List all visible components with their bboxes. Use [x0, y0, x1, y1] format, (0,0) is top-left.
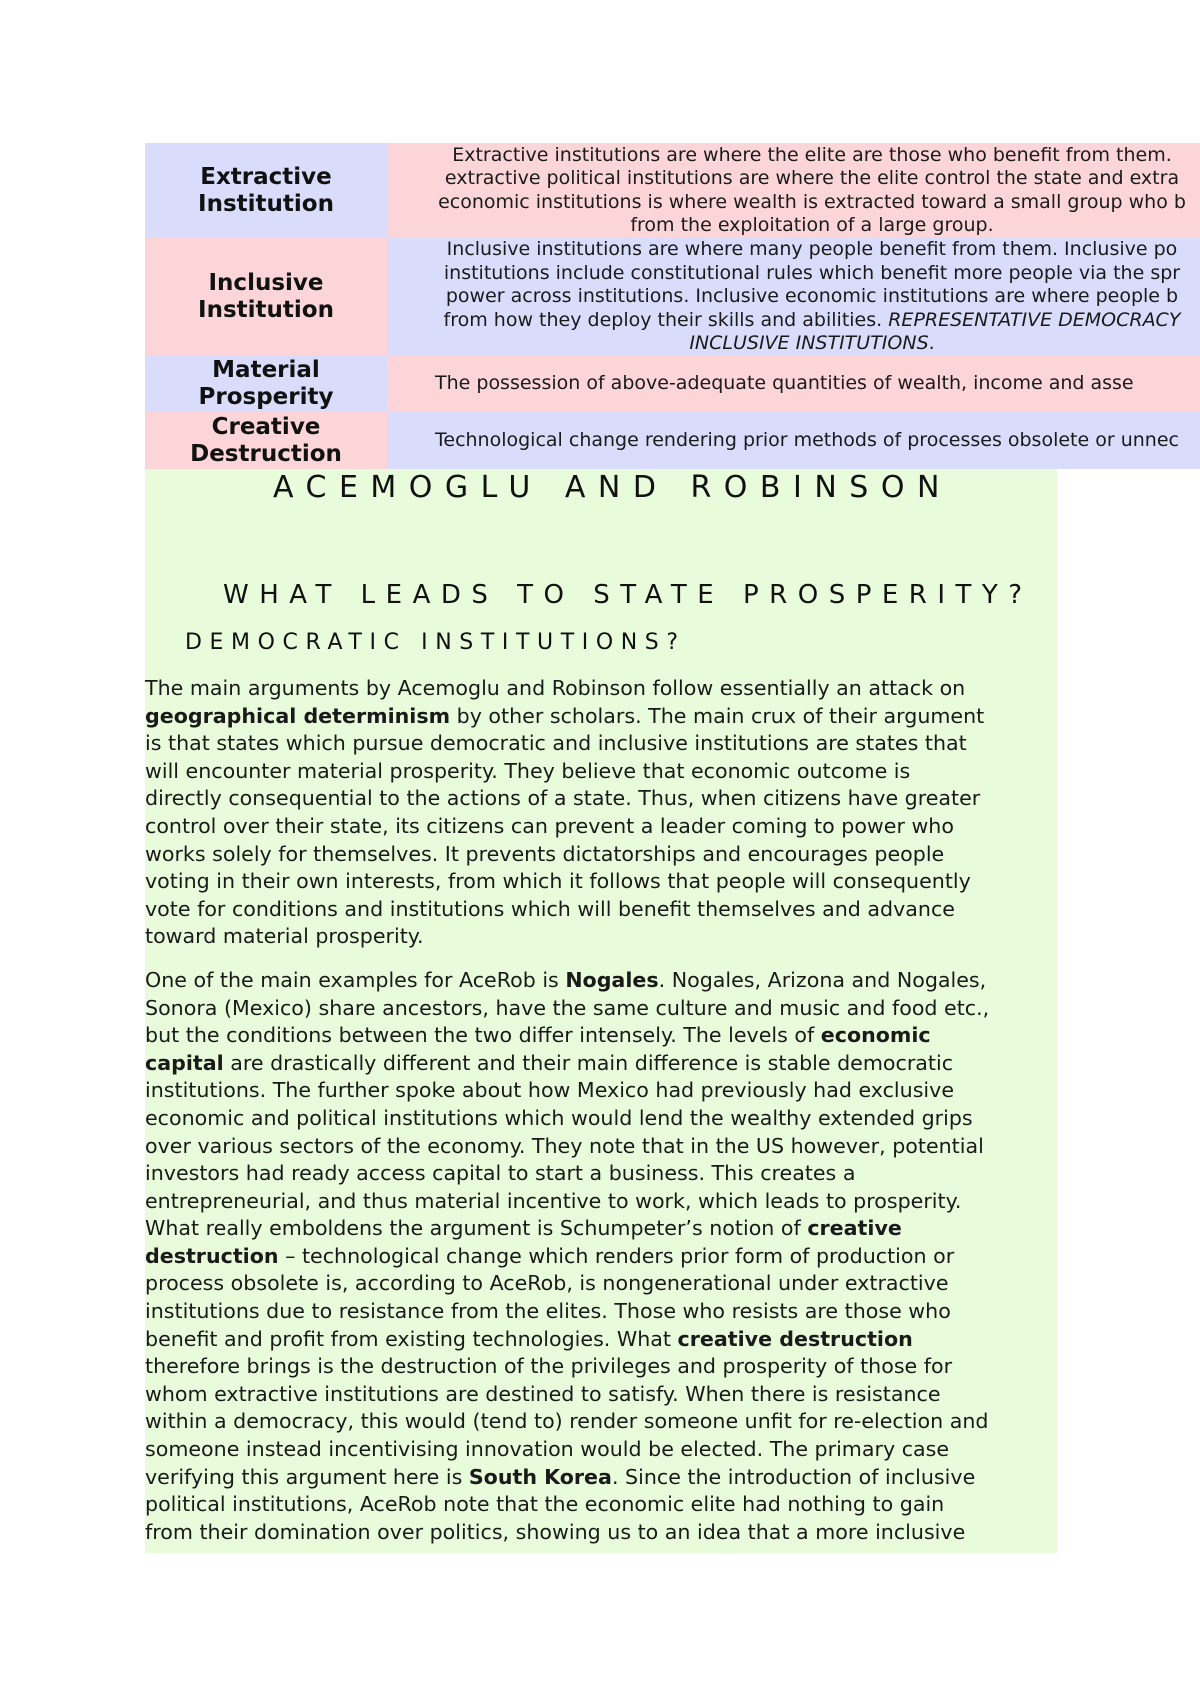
- definition-text: from how they deploy their skills and abilities.: [443, 308, 889, 331]
- text-line: over various sectors of the economy. They note that in the US however, potential: [145, 1133, 984, 1158]
- text-span: benefit and profit from existing technologies. What: [145, 1326, 678, 1351]
- bold-term: destruction: [145, 1243, 279, 1268]
- text-line: entrepreneurial, and thus material incentive to work, which leads to prosperity.: [145, 1188, 962, 1213]
- text-span: verifying this argument here is: [145, 1464, 469, 1489]
- bold-term: creative: [807, 1216, 902, 1241]
- bold-term: economic: [820, 1023, 931, 1048]
- definition-italic: REPRESENTATIVE DEMOCRACY: [888, 308, 1181, 331]
- term-line: Institution: [198, 297, 334, 323]
- paragraph-2: [145, 967, 1057, 1546]
- text-line: someone instead incentivising innovation would be elected. The primary case: [145, 1437, 950, 1462]
- text-line: control over their state, its citizens can prevent a leader coming to power who: [145, 813, 954, 838]
- text-line: works solely for themselves. It prevents dictatorships and encourages people: [145, 841, 945, 866]
- question-heading: WHAT LEADS TO STATE PROSPERITY?: [223, 580, 1033, 610]
- definition-line: The possession of above-adequate quantities of wealth, income and asse: [435, 372, 1134, 395]
- glossary-definition: [387, 412, 1200, 469]
- term-line: Material: [212, 357, 320, 383]
- text-span: but the conditions between the two differ intensely. The levels of: [145, 1023, 821, 1048]
- glossary-term: [145, 238, 387, 356]
- text-line: economic and political institutions which would lend the wealthy extended grips: [145, 1105, 973, 1130]
- text-line: process obsolete is, according to AceRob, is nongenerational under extractive: [145, 1271, 949, 1296]
- text-span: – technological change which renders prior form of production or: [278, 1243, 955, 1268]
- definition-line: Inclusive institutions are where many people benefit from them. Inclusive po: [446, 238, 1178, 261]
- term-line: Creative: [211, 413, 321, 440]
- text-line: [145, 1050, 1057, 1078]
- glossary-definition: [387, 238, 1200, 356]
- glossary-row-creative-destruction: [145, 412, 1200, 469]
- term-line: Destruction: [190, 440, 342, 467]
- glossary-table: [145, 143, 1200, 469]
- text-line: [145, 1215, 1057, 1243]
- glossary-row-inclusive: [145, 238, 1200, 356]
- definition-line: extractive political institutions are where the elite control the state and extra: [444, 167, 1180, 189]
- glossary-row-extractive: [145, 143, 1200, 238]
- text-line: from their domination over politics, showing us to an idea that a more inclusive: [145, 1519, 966, 1544]
- bold-term: Nogales: [565, 967, 659, 992]
- definition-line: [405, 309, 1200, 333]
- bold-term: capital: [145, 1050, 224, 1075]
- text-line: institutions. The further spoke about how Mexico had previously had exclusive: [145, 1078, 955, 1103]
- term-line: Institution: [198, 190, 334, 217]
- text-line: directly consequential to the actions of a state. Thus, when citizens have greater: [145, 786, 981, 811]
- definition-line: Technological change rendering prior methods of processes obsolete or unnec: [435, 428, 1179, 451]
- bold-term: creative destruction: [677, 1326, 913, 1351]
- term-line: Inclusive: [208, 270, 324, 296]
- definition-line: economic institutions is where wealth is extracted toward a small group who b: [438, 190, 1186, 213]
- text-span: What really emboldens the argument is Schumpeter’s notion of: [145, 1216, 808, 1241]
- definition-line: [405, 332, 1200, 356]
- text-line: will encounter material prosperity. They believe that economic outcome is: [145, 758, 911, 783]
- text-line: The main arguments by Acemoglu and Robinson follow essentially an attack on: [145, 676, 966, 700]
- text-line: [145, 1243, 1057, 1271]
- definition-line: from the exploitation of a large group.: [630, 214, 994, 236]
- text-span: . Since the introduction of inclusive: [611, 1464, 976, 1489]
- text-line: is that states which pursue democratic and inclusive institutions are states that: [145, 731, 967, 756]
- text-span: by other scholars. The main crux of their argument: [450, 703, 985, 728]
- glossary-definition: [387, 143, 1200, 238]
- text-line: voting in their own interests, from which it follows that people will consequently: [145, 869, 971, 894]
- notes-section: [145, 469, 1057, 1553]
- glossary-term: [145, 356, 387, 412]
- text-line: toward material prosperity.: [145, 924, 424, 949]
- term-line: Extractive: [200, 163, 332, 190]
- text-line: Sonora (Mexico) share ancestors, have the same culture and music and food etc.,: [145, 995, 990, 1020]
- definition-italic: INCLUSIVE INSTITUTIONS: [689, 332, 929, 355]
- bold-term: South Korea: [468, 1464, 612, 1489]
- glossary-term: [145, 412, 387, 469]
- authors-heading: ACEMOGLU AND ROBINSON: [273, 470, 952, 505]
- text-line: political institutions, AceRob note that the economic elite had nothing to gain: [145, 1492, 945, 1517]
- text-line: institutions due to resistance from the elites. Those who resists are those who: [145, 1299, 951, 1324]
- text-line: investors had ready access capital to start a business. This creates a: [145, 1161, 856, 1186]
- glossary-term: [145, 143, 387, 238]
- glossary-definition: [387, 356, 1200, 412]
- bold-term: geographical determinism: [145, 703, 451, 728]
- definition-line: Extractive institutions are where the elite are those who benefit from them.: [452, 143, 1172, 166]
- paragraph-1: [145, 675, 1057, 951]
- text-line: vote for conditions and institutions which will benefit themselves and advance: [145, 896, 955, 921]
- term-line: Prosperity: [198, 384, 334, 410]
- text-span: One of the main examples for AceRob is: [145, 967, 566, 992]
- text-line: whom extractive institutions are destined to satisfy. When there is resistance: [145, 1381, 941, 1406]
- text-span: are drastically different and their main difference is stable democratic: [223, 1050, 954, 1075]
- text-line: therefore brings is the destruction of the privileges and prosperity of those for: [145, 1354, 953, 1379]
- text-line: [145, 967, 1057, 995]
- text-line: [145, 1022, 1057, 1050]
- text-line: [145, 703, 1057, 731]
- glossary-row-material-prosperity: [145, 356, 1200, 412]
- definition-line: power across institutions. Inclusive economic institutions are where people b: [445, 285, 1179, 308]
- body-text: [145, 675, 1057, 1562]
- text-span: . Nogales, Arizona and Nogales,: [658, 967, 987, 992]
- text-line: [145, 1464, 1057, 1492]
- definition-text: .: [928, 332, 935, 355]
- subheading: DEMOCRATIC INSTITUTIONS?: [185, 630, 686, 655]
- definition-line: institutions include constitutional rules which benefit more people via the spr: [443, 261, 1181, 284]
- text-line: [145, 1326, 1057, 1354]
- text-line: within a democracy, this would (tend to) render someone unfit for re-election and: [145, 1409, 989, 1434]
